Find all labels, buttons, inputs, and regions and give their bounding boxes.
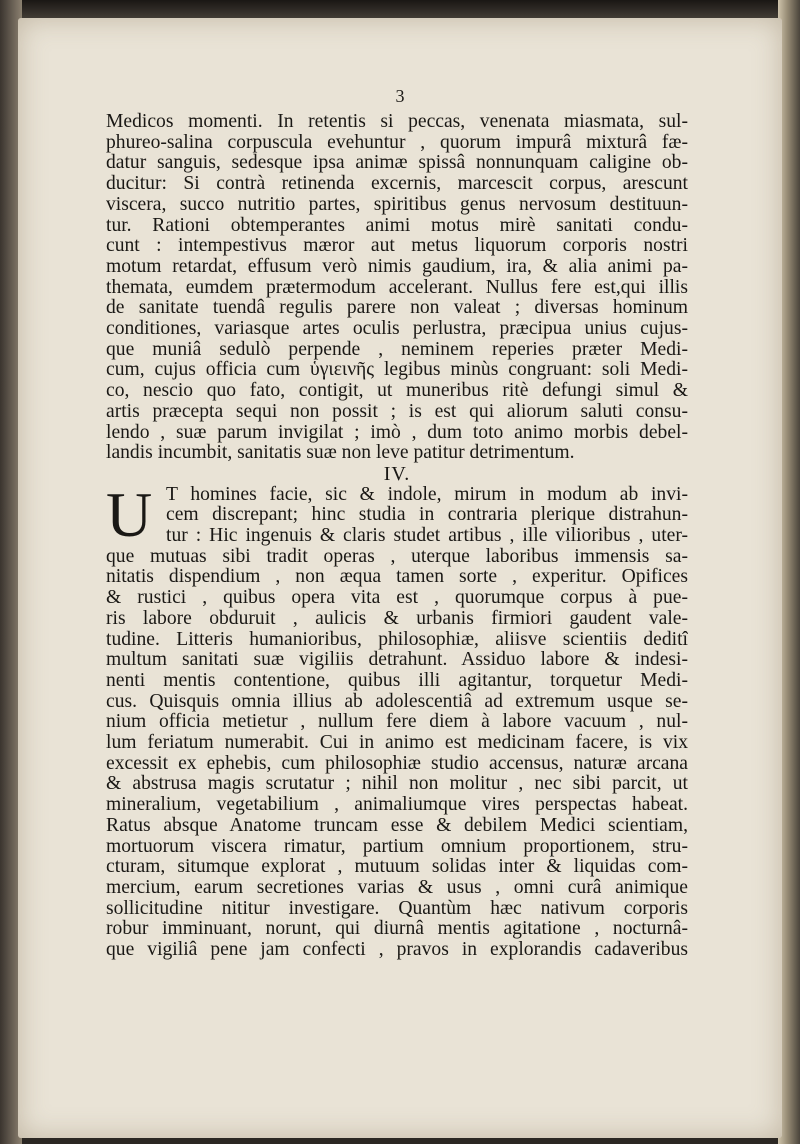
text-line: mineralium, vegetabilium , animaliumque vires perspectas habeat.	[106, 795, 688, 816]
text-line: cem discrepant; hinc studia in contraria plerique distrahun-	[166, 505, 688, 526]
text-line: sollicitudine nititur investigare. Quantùm hæc nativum corporis	[106, 898, 688, 919]
drop-cap: U	[106, 478, 153, 550]
paragraph-2-lines	[106, 547, 688, 961]
text-line: cum, cujus officia cum ὑγιεινῆς legibus minùs congruant: soli Medi-	[106, 360, 688, 381]
text-line: de sanitate tuendâ regulis parere non valeat ; diversas hominum	[106, 298, 688, 319]
text-line: mortuorum viscera rimatur, partium omnium proportionem, stru-	[106, 836, 688, 857]
section-heading: IV.	[383, 462, 411, 485]
text-line: ducitur: Si contrà retinenda excernis, marcescit corpus, arescunt	[106, 174, 688, 195]
text-line: multum sanitati suæ vigiliis detrahunt. Assiduo labore & indesi-	[106, 650, 688, 671]
paragraph-2	[106, 478, 688, 961]
text-line: tudine. Litteris humanioribus, philosophiæ, aliisve scientiis deditî	[106, 629, 688, 650]
text-line: phureo-salina corpuscula evehuntur , quorum impurâ mixturâ fæ-	[106, 132, 688, 153]
text-line: que vigiliâ pene jam confecti , pravos in explorandis cadaveribus	[106, 940, 688, 961]
text-line: datur sanguis, sedesque ipsa animæ spissâ nonnunquam caligine ob-	[106, 153, 688, 174]
text-line: ris labore obduruit , aulicis & urbanis firmiori gaudent vale-	[106, 608, 688, 629]
text-line: & abstrusa magis scrutatur ; nihil non molitur , nec sibi parcit, ut	[106, 774, 688, 795]
text-line: cunt : intempestivus mæror aut metus liquorum corporis nostri	[106, 236, 688, 257]
text-line: viscera, succo nutritio partes, spiritibus genus nervosum destituun-	[106, 194, 688, 215]
text-line: nitatis dispendium , non æqua tamen sorte , experitur. Opifices	[106, 567, 688, 588]
text-line: Medicos momenti. In retentis si peccas, venenata miasmata, sul-	[106, 112, 688, 132]
text-line: themata, eumdem prætermodum accelerant. Nullus fere est,qui illis	[106, 277, 688, 298]
text-line: mercium, earum secretiones varias & usus , omni curâ animique	[106, 878, 688, 898]
text-line: Ratus absque Anatome truncam esse & debilem Medici scientiam,	[106, 815, 688, 836]
page-number: 3	[395, 86, 405, 106]
text-line: tur : Hic ingenuis & claris studet artibus , ille vilioribus , uter-	[166, 526, 688, 547]
text-line: cus. Quisquis omnia illius ab adolescentiâ ad extremum usque se-	[106, 691, 688, 712]
text-line: co, nescio quo fato, contigit, ut muneribus ritè defungi simul &	[106, 381, 688, 402]
text-line: nium officia metietur , nullum fere diem à labore vacuum , nul-	[106, 712, 688, 733]
text-line: & rustici , quibus opera vita est , quorumque corpus à pue-	[106, 588, 688, 609]
text-line: que mutuas sibi tradit operas , uterque laboribus immensis sa-	[106, 546, 688, 567]
text-line: lum feriatum numerabit. Cui in animo est medicinam facere, is vix	[106, 733, 688, 754]
text-line: que muniâ sedulò perpende , neminem reperies præter Medi-	[106, 339, 688, 360]
text-line: cturam, situmque explorat , mutuum solidas inter & liquidas com-	[106, 857, 688, 878]
text-line: artis præcepta sequi non possit ; is est qui aliorum saluti consu-	[106, 401, 688, 422]
body-text	[106, 112, 688, 961]
text-line: motum retardat, effusum verò nimis gaudium, ira, & alia animi pa-	[106, 256, 688, 277]
text-line: lendo , suæ parum invigilat ; imò , dum toto animo morbis debel-	[106, 422, 688, 443]
text-line: robur imminuant, norunt, qui diurnâ mentis agitatione , nocturnâ-	[106, 919, 688, 940]
paragraph-1	[106, 112, 688, 464]
text-line: tur. Rationi obtemperantes animi motus mirè sanitati condu-	[106, 215, 688, 236]
text-line: landis incumbit, sanitatis suæ non leve patitur detrimentum.	[106, 443, 575, 464]
text-line: excessit ex ephebis, cum philosophiæ studio accensus, naturæ arcana	[106, 753, 688, 774]
paragraph-2-capped-lines	[106, 478, 688, 550]
text-line: T homines facie, sic & indole, mirum in modum ab invi-	[166, 484, 688, 505]
book-page	[18, 18, 782, 1138]
text-line: nenti mentis contentione, quibus illi agitantur, torquetur Medi-	[106, 670, 688, 691]
text-line: conditiones, variasque artes oculis perlustra, præcipua unius cujus-	[106, 319, 688, 340]
